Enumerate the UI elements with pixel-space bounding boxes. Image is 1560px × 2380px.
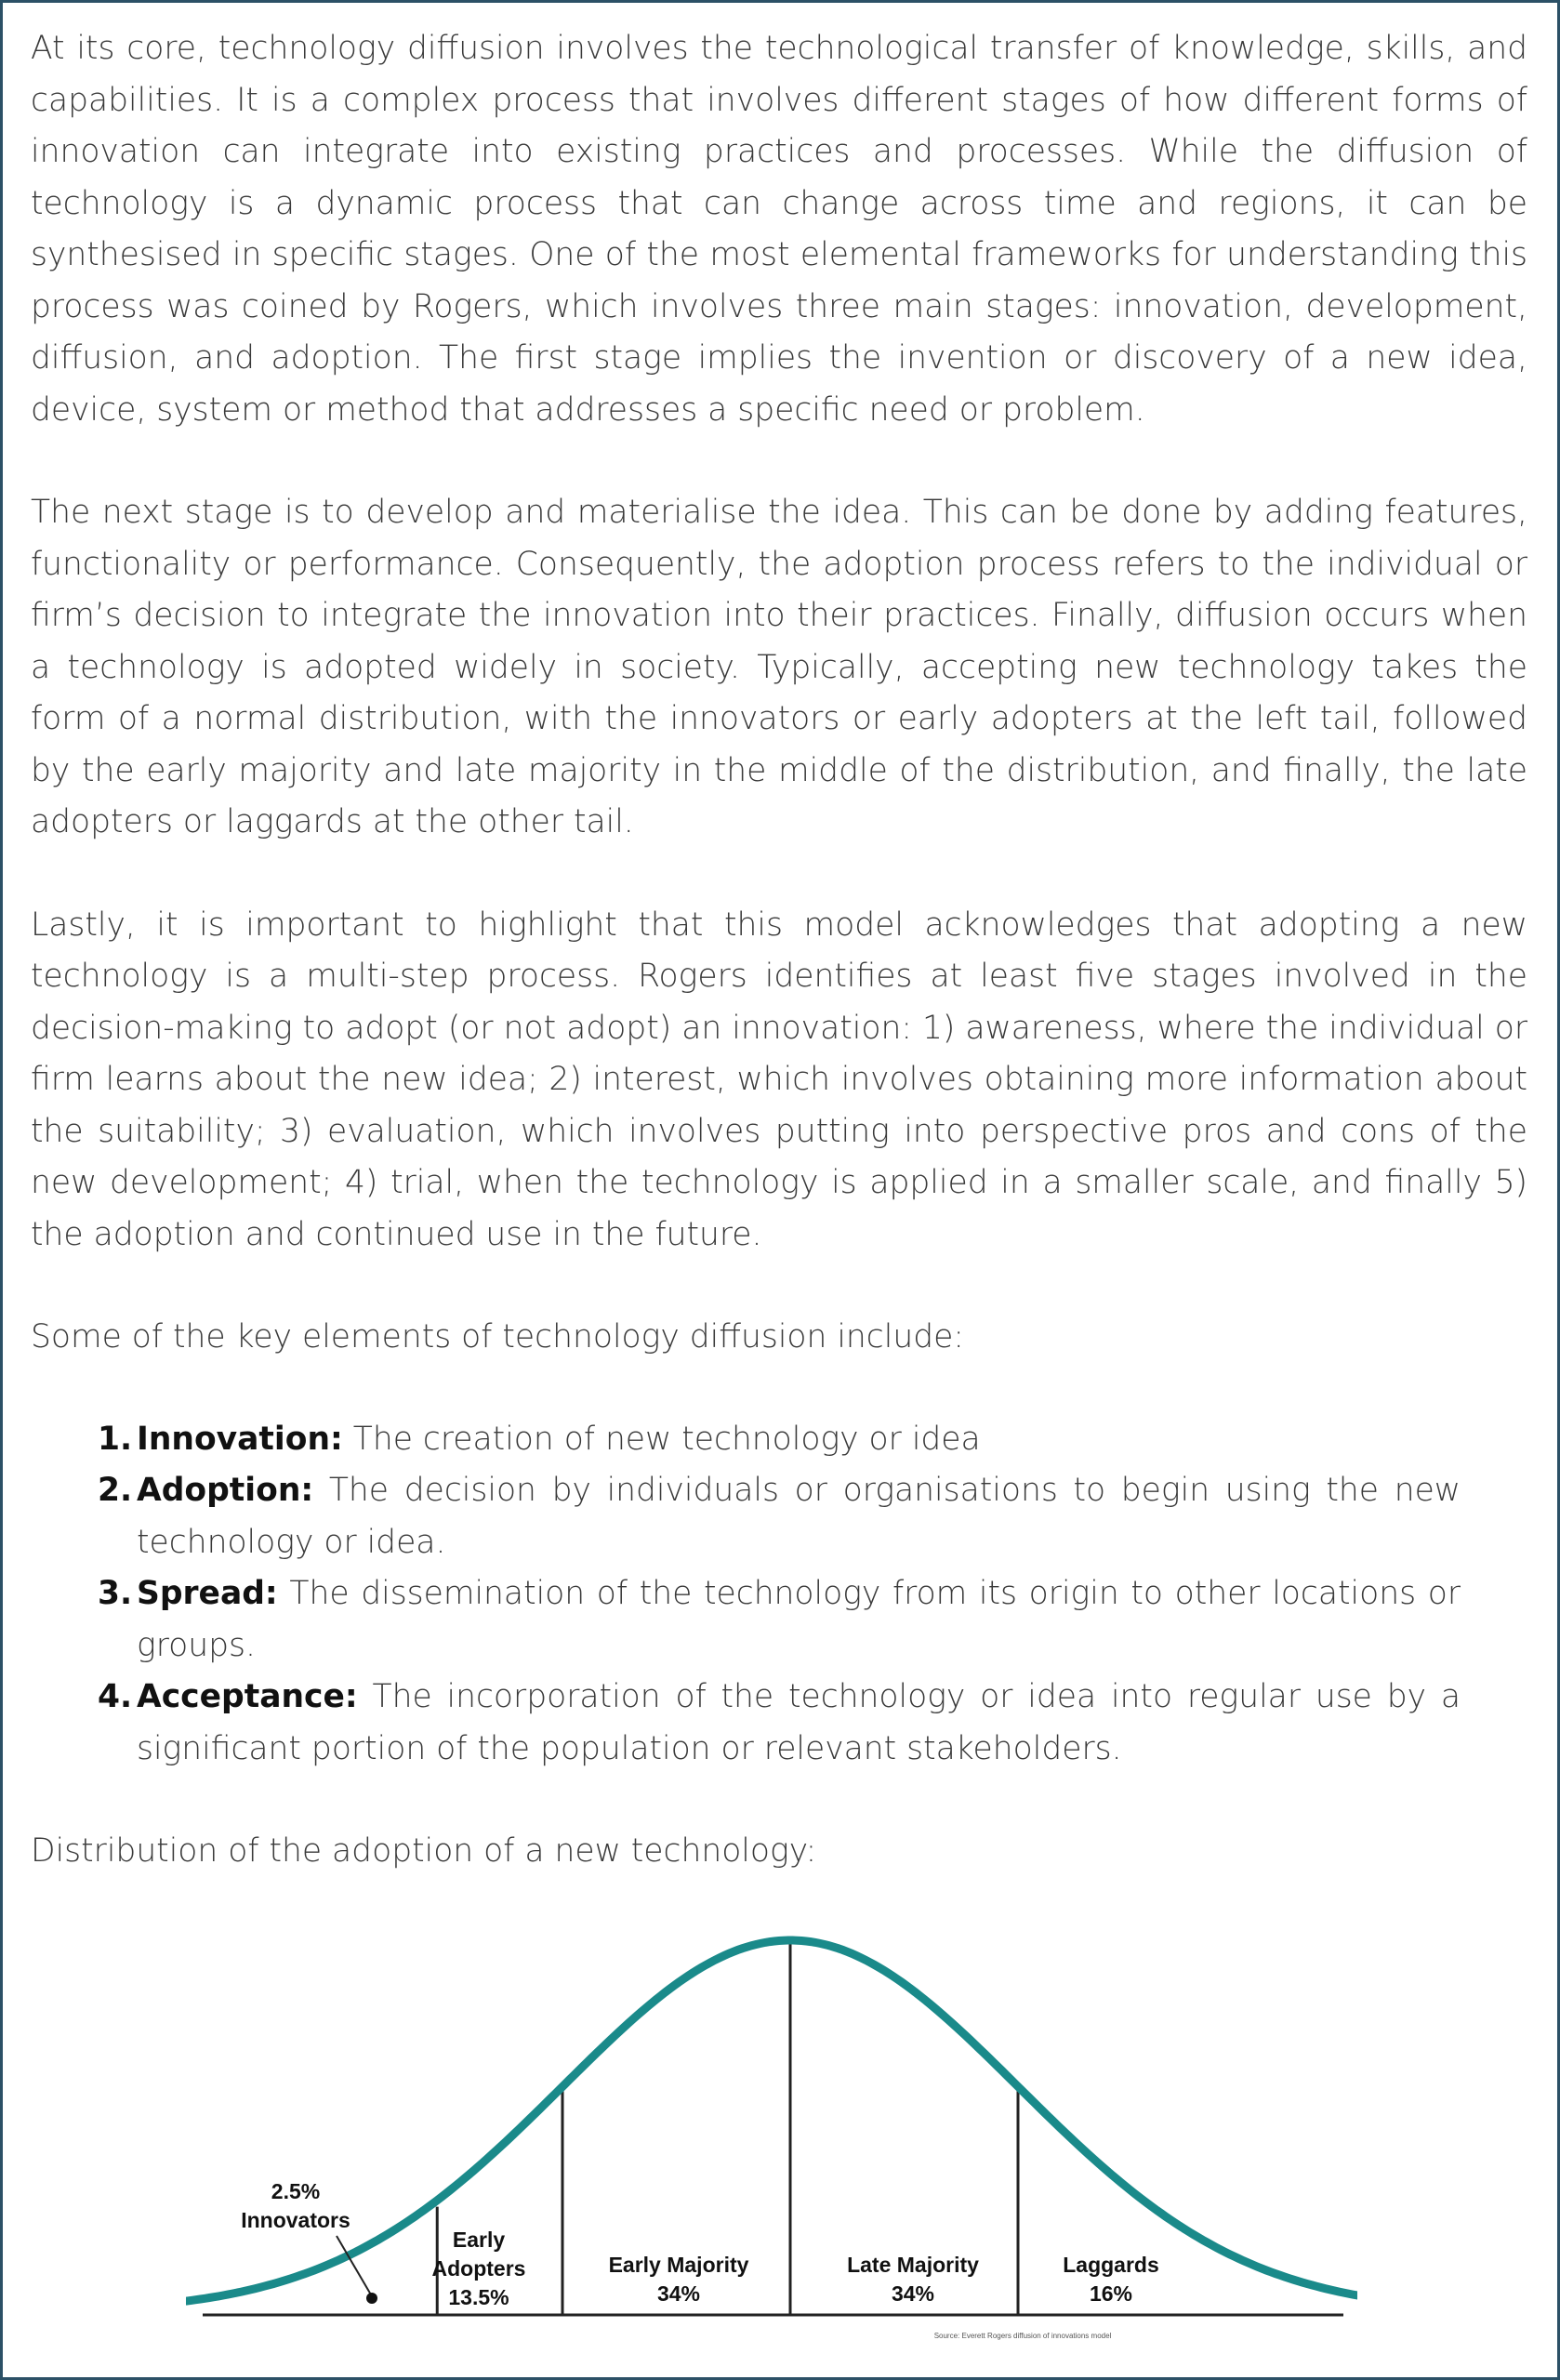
- paragraph-next-stage: The next stage is to develop and materialise the idea. This can be done by adding features, functionality or performance. Consequently, the adoption process refers to the individual or firm’s decision to integrate the innovation into their practices. Finally, diffusion occurs when a technology is adopted widely in society. Typically, accepting new technology takes the form of a normal distribution, with the innovators or early adopters at the left tail, followed by the early majority and late majority in the middle of the distribution, and finally, the late adopters or laggards at the other tail.: [31, 494, 1527, 840]
- segment-label-line: 13.5%: [448, 2285, 509, 2309]
- list-text: The decision by individuals or organisations to begin using the new technology or idea.: [137, 1472, 1461, 1561]
- list-number: 3.: [98, 1575, 133, 1612]
- segment-label-line: 16%: [1089, 2281, 1133, 2306]
- adoption-curve-chart: [186, 1915, 1357, 2352]
- paragraph-core: At its core, technology diffusion involves the technological transfer of knowledge, skills, and capabilities. It is a complex process that involves different stages of how different forms of innovation can integrate into existing practices and processes. While the diffusion of technology is a dynamic process that can change across time and regions, it can be synthesised in specific stages. One of the most elemental frameworks for understanding this process was coined by Rogers, which involves three main stages: innovation, development, diffusion, and adoption. The first stage implies the invention or discovery of a new idea, device, system or method that addresses a specific need or problem.: [31, 30, 1527, 429]
- adoption-curve-svg: [186, 1915, 1357, 2352]
- segment-label: [432, 2228, 526, 2309]
- list-text: The incorporation of the technology or idea into regular use by a significant portion of the population or relevant stakeholders.: [137, 1678, 1461, 1767]
- list-text: The dissemination of the technology from its origin to other locations or groups.: [137, 1575, 1461, 1664]
- key-elements-list: [31, 1414, 1527, 1776]
- list-number: 2.: [98, 1472, 133, 1509]
- adoption-curve-line: [187, 1940, 1357, 2301]
- innovators-dot: [366, 2293, 377, 2304]
- segment-label-line: Adopters: [431, 2256, 526, 2281]
- paragraph-multi-step: Lastly, it is important to highlight that this model acknowledges that adopting a new technology is a multi-step process. Rogers identifies at least five stages involved in the decision-making to adopt (or not adopt) an innovation: 1) awareness, where the individual or firm learns about the new idea; 2) interest, which involves obtaining more information about the suitability; 3) evaluation, which involves putting into perspective pros and cons of the new development; 4) trial, when the technology is applied in a smaller scale, and finally 5) the adoption and continued use in the future.: [31, 906, 1527, 1253]
- list-item: [98, 1568, 1527, 1672]
- list-term: Acceptance:: [137, 1678, 358, 1715]
- chart-caption: Distribution of the adoption of a new technology:: [31, 1832, 817, 1870]
- list-text: The creation of new technology or idea: [352, 1420, 981, 1458]
- elements-intro: Some of the key elements of technology diffusion include:: [31, 1318, 964, 1355]
- list-number: 1.: [98, 1420, 133, 1458]
- list-item: [98, 1465, 1527, 1568]
- segment-label: [241, 2179, 350, 2232]
- list-number: 4.: [98, 1678, 133, 1715]
- list-term: Innovation:: [137, 1420, 343, 1458]
- segment-label-line: Laggards: [1063, 2253, 1159, 2277]
- segment-label-line: Early Majority: [608, 2253, 749, 2277]
- segment-label-line: 34%: [656, 2281, 701, 2306]
- segment-label: [609, 2253, 749, 2306]
- chart-source: Source: Everett Rogers diffusion of innovations model: [933, 2332, 1112, 2340]
- segment-label: [1063, 2253, 1159, 2306]
- segment-label: [847, 2253, 979, 2306]
- list-term: Spread:: [137, 1575, 278, 1612]
- segment-label-line: Early: [452, 2228, 506, 2252]
- segment-label-line: 2.5%: [271, 2179, 321, 2203]
- segment-label-line: Innovators: [241, 2208, 350, 2232]
- segment-label-line: Late Majority: [847, 2253, 979, 2277]
- list-item: [98, 1414, 1527, 1466]
- list-term: Adoption:: [137, 1472, 314, 1509]
- list-item: [98, 1672, 1527, 1775]
- segment-label-line: 34%: [891, 2281, 935, 2306]
